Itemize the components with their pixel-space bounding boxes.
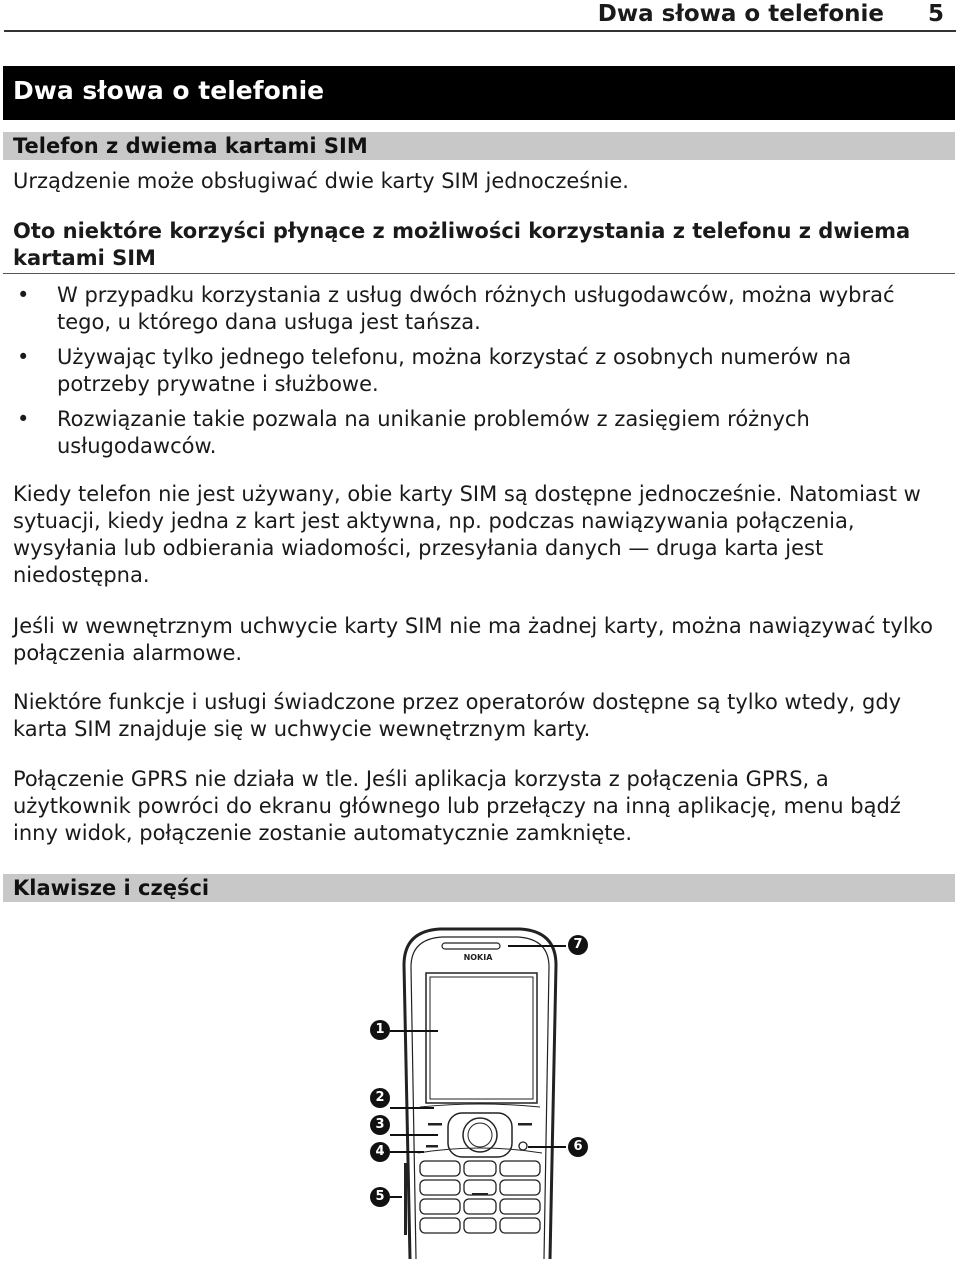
brand-logo: NOKIA (463, 953, 493, 962)
sim-availability-paragraph: Kiedy telefon nie jest używany, obie karty SIM są dostępne jednocześnie. Natomiast w sytuacji, kiedy jedna z kart jest aktywna, np. podczas nawiązywania połączenia, wysyłania lub odbierania wiadomości, przesyłania danych — druga karta jest niedostępna. (13, 482, 921, 587)
intro-paragraph: Urządzenie może obsługiwać dwie karty SIM jednocześnie. (13, 169, 629, 193)
section-title-bar-keys (3, 874, 955, 902)
page-number: 5 (927, 1, 944, 27)
list-item-text: W przypadku korzystania z usług dwóch różnych usługodawców, można wybrać tego, u którego dana usługa jest tańsza. (57, 283, 895, 334)
list-item-text: Rozwiązanie takie pozwala na unikanie problemów z zasięgiem różnych usługodawców. (57, 407, 810, 458)
callout-7-leader (508, 945, 566, 947)
chapter-title-bar (3, 66, 955, 120)
list-item-text: Używając tylko jednego telefonu, można korzystać z osobnych numerów na potrzeby prywatne i służbowe. (57, 345, 852, 396)
gprs-paragraph: Połączenie GPRS nie działa w tle. Jeśli aplikacja korzysta z połączenia GPRS, a użytkownik powróci do ekranu głównego lub przełączy na inną aplikację, menu bądź inny widok, połączenie zostanie automatycznie zamknięte. (13, 767, 901, 845)
bullet-icon: • (17, 283, 30, 307)
section-title-keys: Klawisze i części (13, 876, 210, 900)
benefits-list (13, 282, 948, 468)
benefits-heading-rule (3, 273, 955, 274)
callout-4-leader (390, 1151, 424, 1153)
callout-3-badge: 3 (370, 1115, 390, 1135)
phone-illustration (360, 925, 600, 1259)
callout-2-badge: 2 (370, 1088, 390, 1108)
emergency-calls-paragraph: Jeśli w wewnętrznym uchwycie karty SIM nie ma żadnej karty, można nawiązywać tylko połączenia alarmowe. (13, 614, 933, 665)
list-item (13, 406, 948, 460)
callout-4-badge: 4 (370, 1142, 390, 1162)
benefits-heading: Oto niektóre korzyści płynące z możliwości korzystania z telefonu z dwiema kartami SIM (13, 219, 911, 270)
operator-services-paragraph: Niektóre funkcje i usługi świadczone przez operatorów dostępne są tylko wtedy, gdy karta SIM znajduje się w uchwycie wewnętrznym karty. (13, 690, 902, 741)
callout-6-badge: 6 (568, 1137, 588, 1157)
callout-3-leader (390, 1134, 438, 1136)
bullet-icon: • (17, 345, 30, 369)
phone-diagram (360, 925, 600, 1259)
list-item (13, 344, 948, 398)
running-header-title: Dwa słowa o telefonie (597, 1, 884, 27)
callout-1-leader (390, 1030, 438, 1032)
callout-2-leader (390, 1107, 434, 1109)
callout-6-leader (528, 1146, 566, 1148)
callout-1-badge: 1 (370, 1020, 390, 1040)
bullet-icon: • (17, 407, 30, 431)
section-title-bar-dual-sim (3, 132, 955, 160)
list-item (13, 282, 948, 336)
callout-5-badge: 5 (370, 1187, 390, 1207)
callout-7-badge: 7 (568, 935, 588, 955)
chapter-title: Dwa słowa o telefonie (13, 76, 325, 105)
section-title-dual-sim: Telefon z dwiema kartami SIM (13, 134, 368, 158)
callout-5-leader (390, 1196, 402, 1198)
header-rule (4, 30, 956, 32)
running-header (0, 0, 960, 30)
